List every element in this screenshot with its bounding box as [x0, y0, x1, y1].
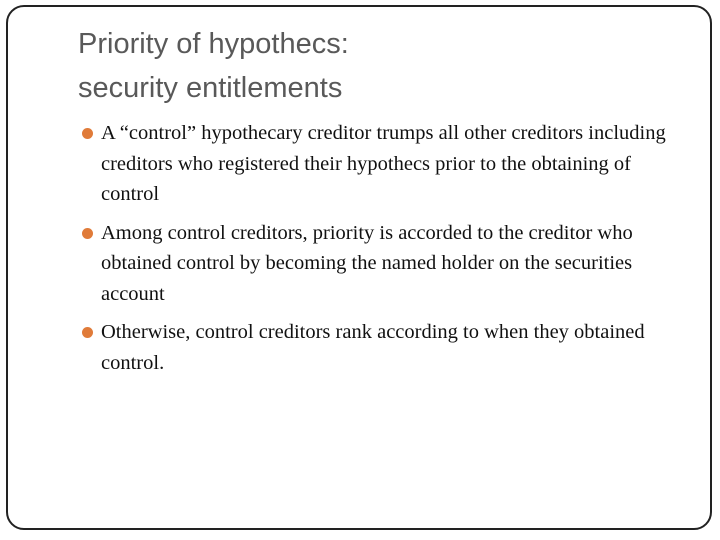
slide-title	[78, 22, 678, 110]
bullet-item	[80, 218, 680, 310]
bullet-item	[80, 118, 680, 210]
title-line-2: security entitlements	[78, 72, 343, 104]
bullet-text: Among control creditors, priority is accorded to the creditor who obtained control by becoming the named holder on the securities account	[101, 221, 633, 305]
bullet-item	[80, 317, 680, 378]
bullet-icon	[82, 228, 93, 239]
bullet-icon	[82, 327, 93, 338]
title-line-1: Priority of hypothecs:	[78, 28, 349, 60]
bullet-icon	[82, 128, 93, 139]
bullet-text: Otherwise, control creditors rank according to when they obtained control.	[101, 321, 645, 374]
bullet-list	[80, 118, 680, 386]
bullet-text: A “control” hypothecary creditor trumps all other creditors including creditors who registered their hypothecs prior to the obtaining of control	[101, 122, 666, 205]
